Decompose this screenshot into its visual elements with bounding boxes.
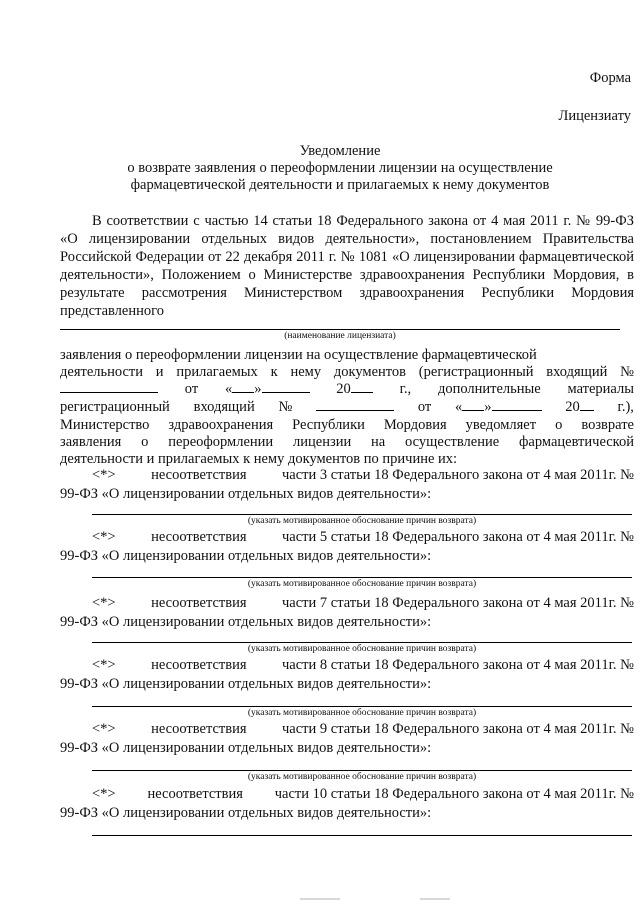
title-line-1: о возврате заявления о переоформлении лицензии на осуществление xyxy=(127,160,553,176)
reason-input-line[interactable] xyxy=(92,706,632,707)
reason-item: <*> несоответствия части 8 статьи 18 Федерального закона от 4 мая 2011г. № 99-ФЗ «О лицензировании отдельных видов деятельности»: xyxy=(60,657,634,692)
reason-caption: (указать мотивированное обоснование причин возврата) xyxy=(247,708,477,718)
reason-item: <*> несоответствия части 9 статьи 18 Федерального закона от 4 мая 2011г. № 99-ФЗ «О лицензировании отдельных видов деятельности»: xyxy=(60,721,634,756)
reason-caption: (указать мотивированное обоснование причин возврата) xyxy=(247,772,477,782)
reason-input-line[interactable] xyxy=(92,577,632,578)
body-line-7: деятельности и прилагаемых к нему документов по причине их: xyxy=(60,451,458,467)
scan-artifact xyxy=(420,898,450,900)
body-line-3: от « » 20 г., дополнительные материалы xyxy=(60,380,634,398)
intro-paragraph: В соответствии с частью 14 статьи 18 Федерального закона от 4 мая 2011 г. № 99-ФЗ «О лицензировании отдельных видов деятельности», постановлением Правительства Российской Федерации от 22 декабря 2011 г. № 1081 «О лицензировании фармацевтической деятельности», Положением о Министерстве здравоохранения Республики Мордовия, в результате рассмотрения Министерством здравоохранения Республики Мордовия представленного xyxy=(60,213,634,319)
title-line-2: фармацевтической деятельности и прилагаемых к нему документов xyxy=(130,177,550,193)
body-line-6: заявления о переоформлении лицензии на осуществление фармацевтической xyxy=(60,434,634,450)
reason-item: <*> несоответствия части 10 статьи 18 Федерального закона от 4 мая 2011г. № 99-ФЗ «О лицензировании отдельных видов деятельности»: xyxy=(60,786,634,821)
licensee-label: Лицензиату xyxy=(558,108,631,124)
reason-input-line[interactable] xyxy=(92,514,632,515)
scan-artifact xyxy=(300,898,340,900)
reg-number-blank[interactable] xyxy=(60,380,158,393)
extra-date-field[interactable]: « » xyxy=(455,398,542,416)
reason-caption: (указать мотивированное обоснование причин возврата) xyxy=(247,579,477,589)
reason-item: <*> несоответствия части 5 статьи 18 Федерального закона от 4 мая 2011г. № 99-ФЗ «О лицензировании отдельных видов деятельности»: xyxy=(60,529,634,564)
reason-item: <*> несоответствия части 7 статьи 18 Федерального закона от 4 мая 2011г. № 99-ФЗ «О лицензировании отдельных видов деятельности»: xyxy=(60,595,634,630)
body-line-2: деятельности и прилагаемых к нему документов (регистрационный входящий № xyxy=(60,364,634,380)
reg-date-field[interactable]: « » xyxy=(225,380,310,398)
body-line-4: регистрационный входящий № от « » 20 г.), xyxy=(60,399,634,415)
licensee-name-line xyxy=(60,329,620,330)
reason-item: <*> несоответствия части 3 статьи 18 Федерального закона от 4 мая 2011г. № 99-ФЗ «О лицензировании отдельных видов деятельности»: xyxy=(60,467,634,502)
extra-reg-number-blank[interactable] xyxy=(316,398,394,411)
reason-caption: (указать мотивированное обоснование причин возврата) xyxy=(247,644,477,654)
reason-input-line[interactable] xyxy=(92,642,632,643)
reason-input-line[interactable] xyxy=(92,770,632,771)
extra-year-field[interactable]: 20 xyxy=(565,398,594,416)
body-line-5: Министерство здравоохранения Республики Мордовия уведомляет о возврате xyxy=(60,417,634,433)
form-label: Форма xyxy=(589,70,631,86)
document-title: Уведомление xyxy=(299,143,381,159)
reason-input-line[interactable] xyxy=(92,835,632,836)
licensee-caption: (наименование лицензиата) xyxy=(284,331,396,341)
reason-caption: (указать мотивированное обоснование причин возврата) xyxy=(247,516,477,526)
reg-year-field[interactable]: 20 xyxy=(336,380,373,398)
body-line-1: заявления о переоформлении лицензии на осуществление фармацевтической xyxy=(60,347,537,363)
